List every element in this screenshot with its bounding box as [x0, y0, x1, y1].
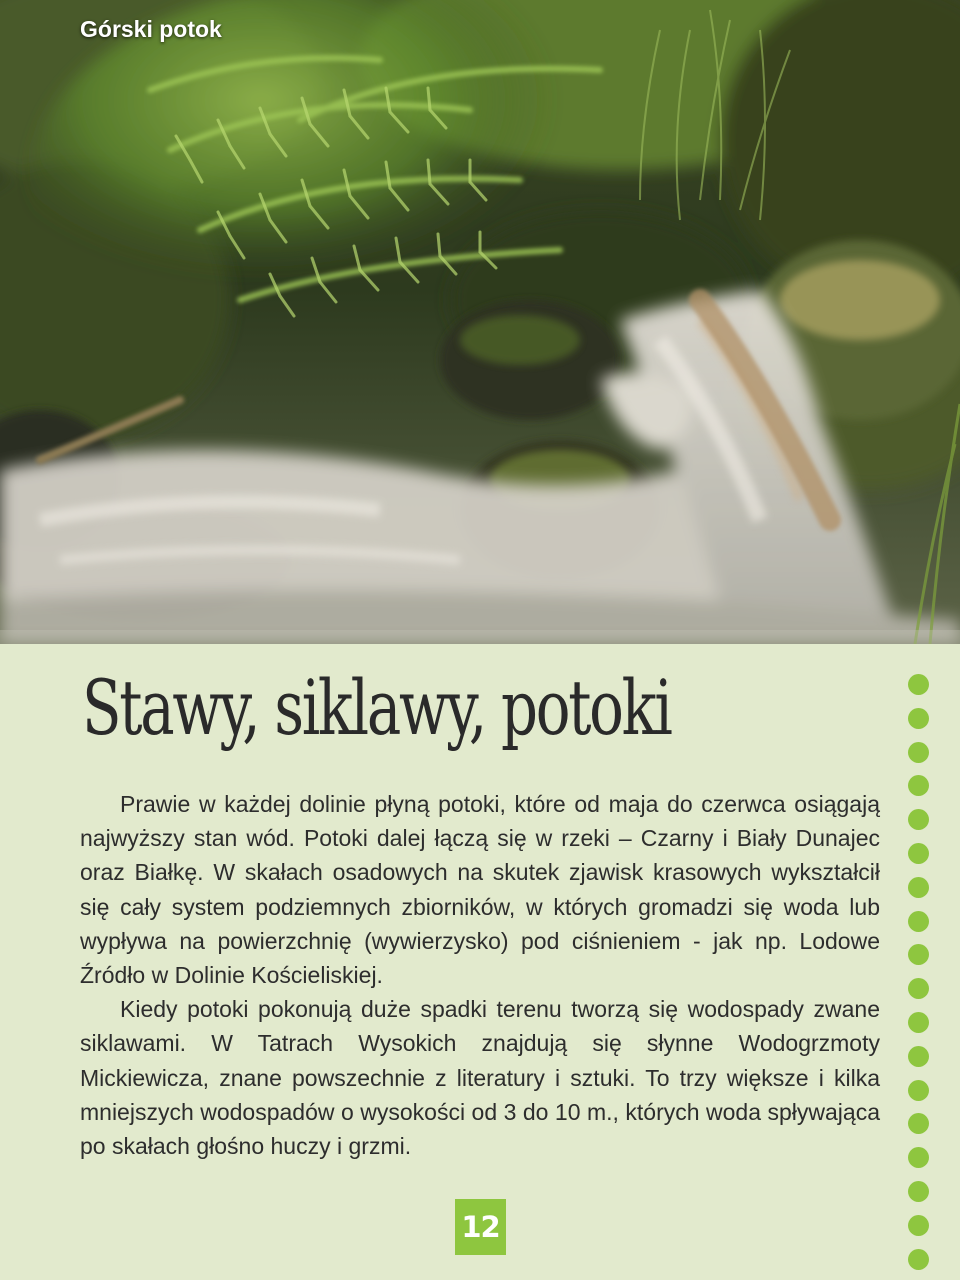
decorative-dot — [908, 877, 929, 898]
decorative-dot — [908, 1147, 929, 1168]
decorative-dot — [908, 944, 929, 965]
decorative-dot-column — [908, 674, 934, 1274]
decorative-dot — [908, 911, 929, 932]
decorative-dot — [908, 742, 929, 763]
article-paragraph-1: Prawie w każdej dolinie płyną potoki, które od maja do czerwca osiągają najwyższy stan wód. Potoki dalej łączą się w rzeki – Czarny i Biały Dunajec oraz Białkę. W skałach osadowych na skutek zjawisk krasowych wykształcił się cały system podziemnych zbiorników, w których gromadzi się woda lub wypływa na powierzchnię (wywierzysko) pod ciśnieniem - jak np. Lodowe Źródło w Dolinie Kościeliskiej. — [80, 791, 880, 989]
page-number: 12 — [455, 1199, 506, 1255]
article-title: Stawy, siklawy, potoki — [82, 663, 671, 752]
decorative-dot — [908, 1046, 929, 1067]
article-paragraph-2: Kiedy potoki pokonują duże spadki terenu tworzą się wodospady zwane siklawami. W Tatrach Wysokich znajdują się słynne Wodogrzmoty Mickiewicza, znane powszechnie z literatury i sztuki. To trzy większe i kilka mniejszych wodospadów o wysokości od 3 do 10 m., których woda spływająca po skałach głośno huczy i grzmi. — [80, 996, 880, 1160]
decorative-dot — [908, 1181, 929, 1202]
decorative-dot — [908, 1249, 929, 1270]
decorative-dot — [908, 1012, 929, 1033]
photo-caption: Górski potok — [80, 16, 222, 42]
decorative-dot — [908, 674, 929, 695]
decorative-dot — [908, 1113, 929, 1134]
decorative-dot — [908, 775, 929, 796]
decorative-dot — [908, 978, 929, 999]
decorative-dot — [908, 843, 929, 864]
decorative-dot — [908, 809, 929, 830]
decorative-dot — [908, 1215, 929, 1236]
decorative-dot — [908, 708, 929, 729]
article-body — [80, 787, 880, 1163]
decorative-dot — [908, 1080, 929, 1101]
